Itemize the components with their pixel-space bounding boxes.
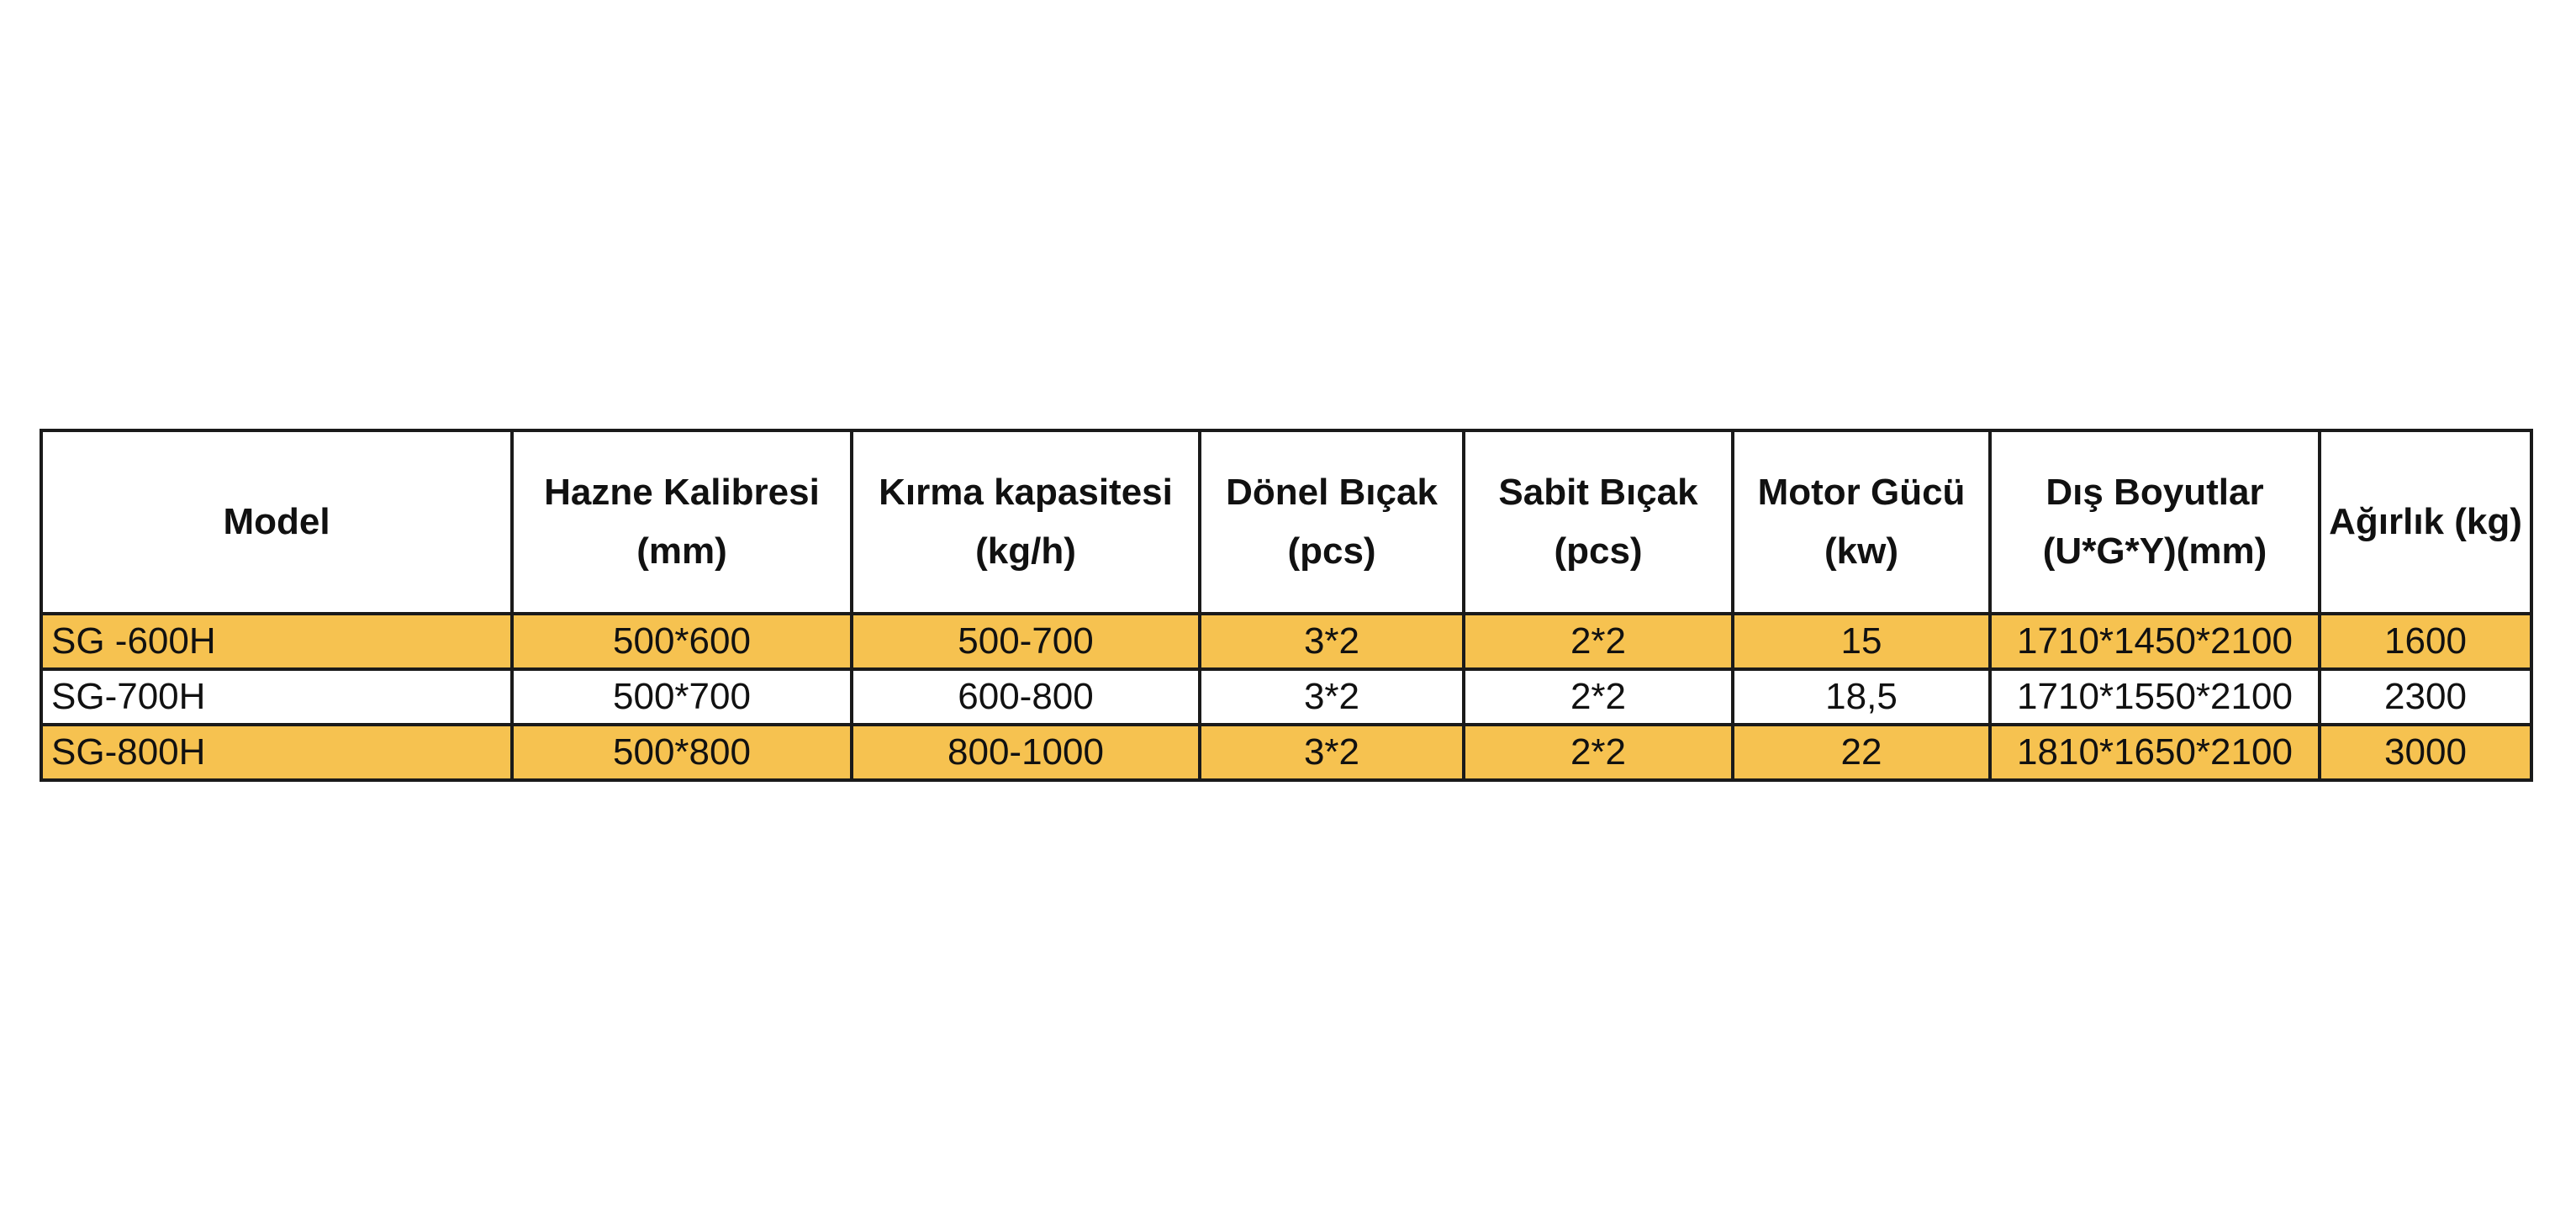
weight-cell: 3000 [2320, 725, 2531, 780]
header-motor-power-label: Motor Gücü [1757, 472, 1966, 513]
specifications-table [40, 429, 2533, 782]
header-weight [2320, 430, 2531, 614]
table-header-row [41, 430, 2531, 614]
fixed-blade-cell: 2*2 [1464, 614, 1733, 669]
header-hopper-size [512, 430, 852, 614]
header-dimensions-unit: (U*G*Y)(mm) [2042, 530, 2267, 572]
header-rotary-blade-label: Dönel Bıçak [1226, 472, 1438, 513]
hopper-size-cell: 500*700 [512, 669, 852, 725]
fixed-blade-cell: 2*2 [1464, 725, 1733, 780]
header-crushing-capacity [852, 430, 1200, 614]
header-hopper-size-unit: (mm) [636, 530, 727, 572]
header-crushing-capacity-label: Kırma kapasitesi [879, 472, 1173, 513]
model-cell: SG-700H [41, 669, 512, 725]
motor-power-cell: 15 [1733, 614, 1990, 669]
crushing-capacity-cell: 600-800 [852, 669, 1200, 725]
dimensions-cell: 1710*1450*2100 [1990, 614, 2320, 669]
rotary-blade-cell: 3*2 [1200, 614, 1464, 669]
hopper-size-cell: 500*600 [512, 614, 852, 669]
header-fixed-blade [1464, 430, 1733, 614]
header-motor-power [1733, 430, 1990, 614]
header-model [41, 430, 512, 614]
crushing-capacity-cell: 500-700 [852, 614, 1200, 669]
header-model-label: Model [223, 501, 330, 542]
table-row [41, 669, 2531, 725]
header-weight-label: Ağırlık (kg) [2329, 501, 2522, 542]
table-row [41, 725, 2531, 780]
header-motor-power-unit: (kw) [1824, 530, 1898, 572]
motor-power-cell: 22 [1733, 725, 1990, 780]
weight-cell: 1600 [2320, 614, 2531, 669]
header-rotary-blade-unit: (pcs) [1287, 530, 1376, 572]
weight-cell: 2300 [2320, 669, 2531, 725]
header-rotary-blade [1200, 430, 1464, 614]
header-dimensions [1990, 430, 2320, 614]
fixed-blade-cell: 2*2 [1464, 669, 1733, 725]
hopper-size-cell: 500*800 [512, 725, 852, 780]
model-cell: SG -600H [41, 614, 512, 669]
rotary-blade-cell: 3*2 [1200, 725, 1464, 780]
header-fixed-blade-label: Sabit Bıçak [1498, 472, 1698, 513]
header-dimensions-label: Dış Boyutlar [2045, 472, 2264, 513]
crushing-capacity-cell: 800-1000 [852, 725, 1200, 780]
motor-power-cell: 18,5 [1733, 669, 1990, 725]
dimensions-cell: 1710*1550*2100 [1990, 669, 2320, 725]
table-row [41, 614, 2531, 669]
header-hopper-size-label: Hazne Kalibresi [544, 472, 820, 513]
header-fixed-blade-unit: (pcs) [1554, 530, 1643, 572]
dimensions-cell: 1810*1650*2100 [1990, 725, 2320, 780]
rotary-blade-cell: 3*2 [1200, 669, 1464, 725]
header-crushing-capacity-unit: (kg/h) [975, 530, 1076, 572]
model-cell: SG-800H [41, 725, 512, 780]
